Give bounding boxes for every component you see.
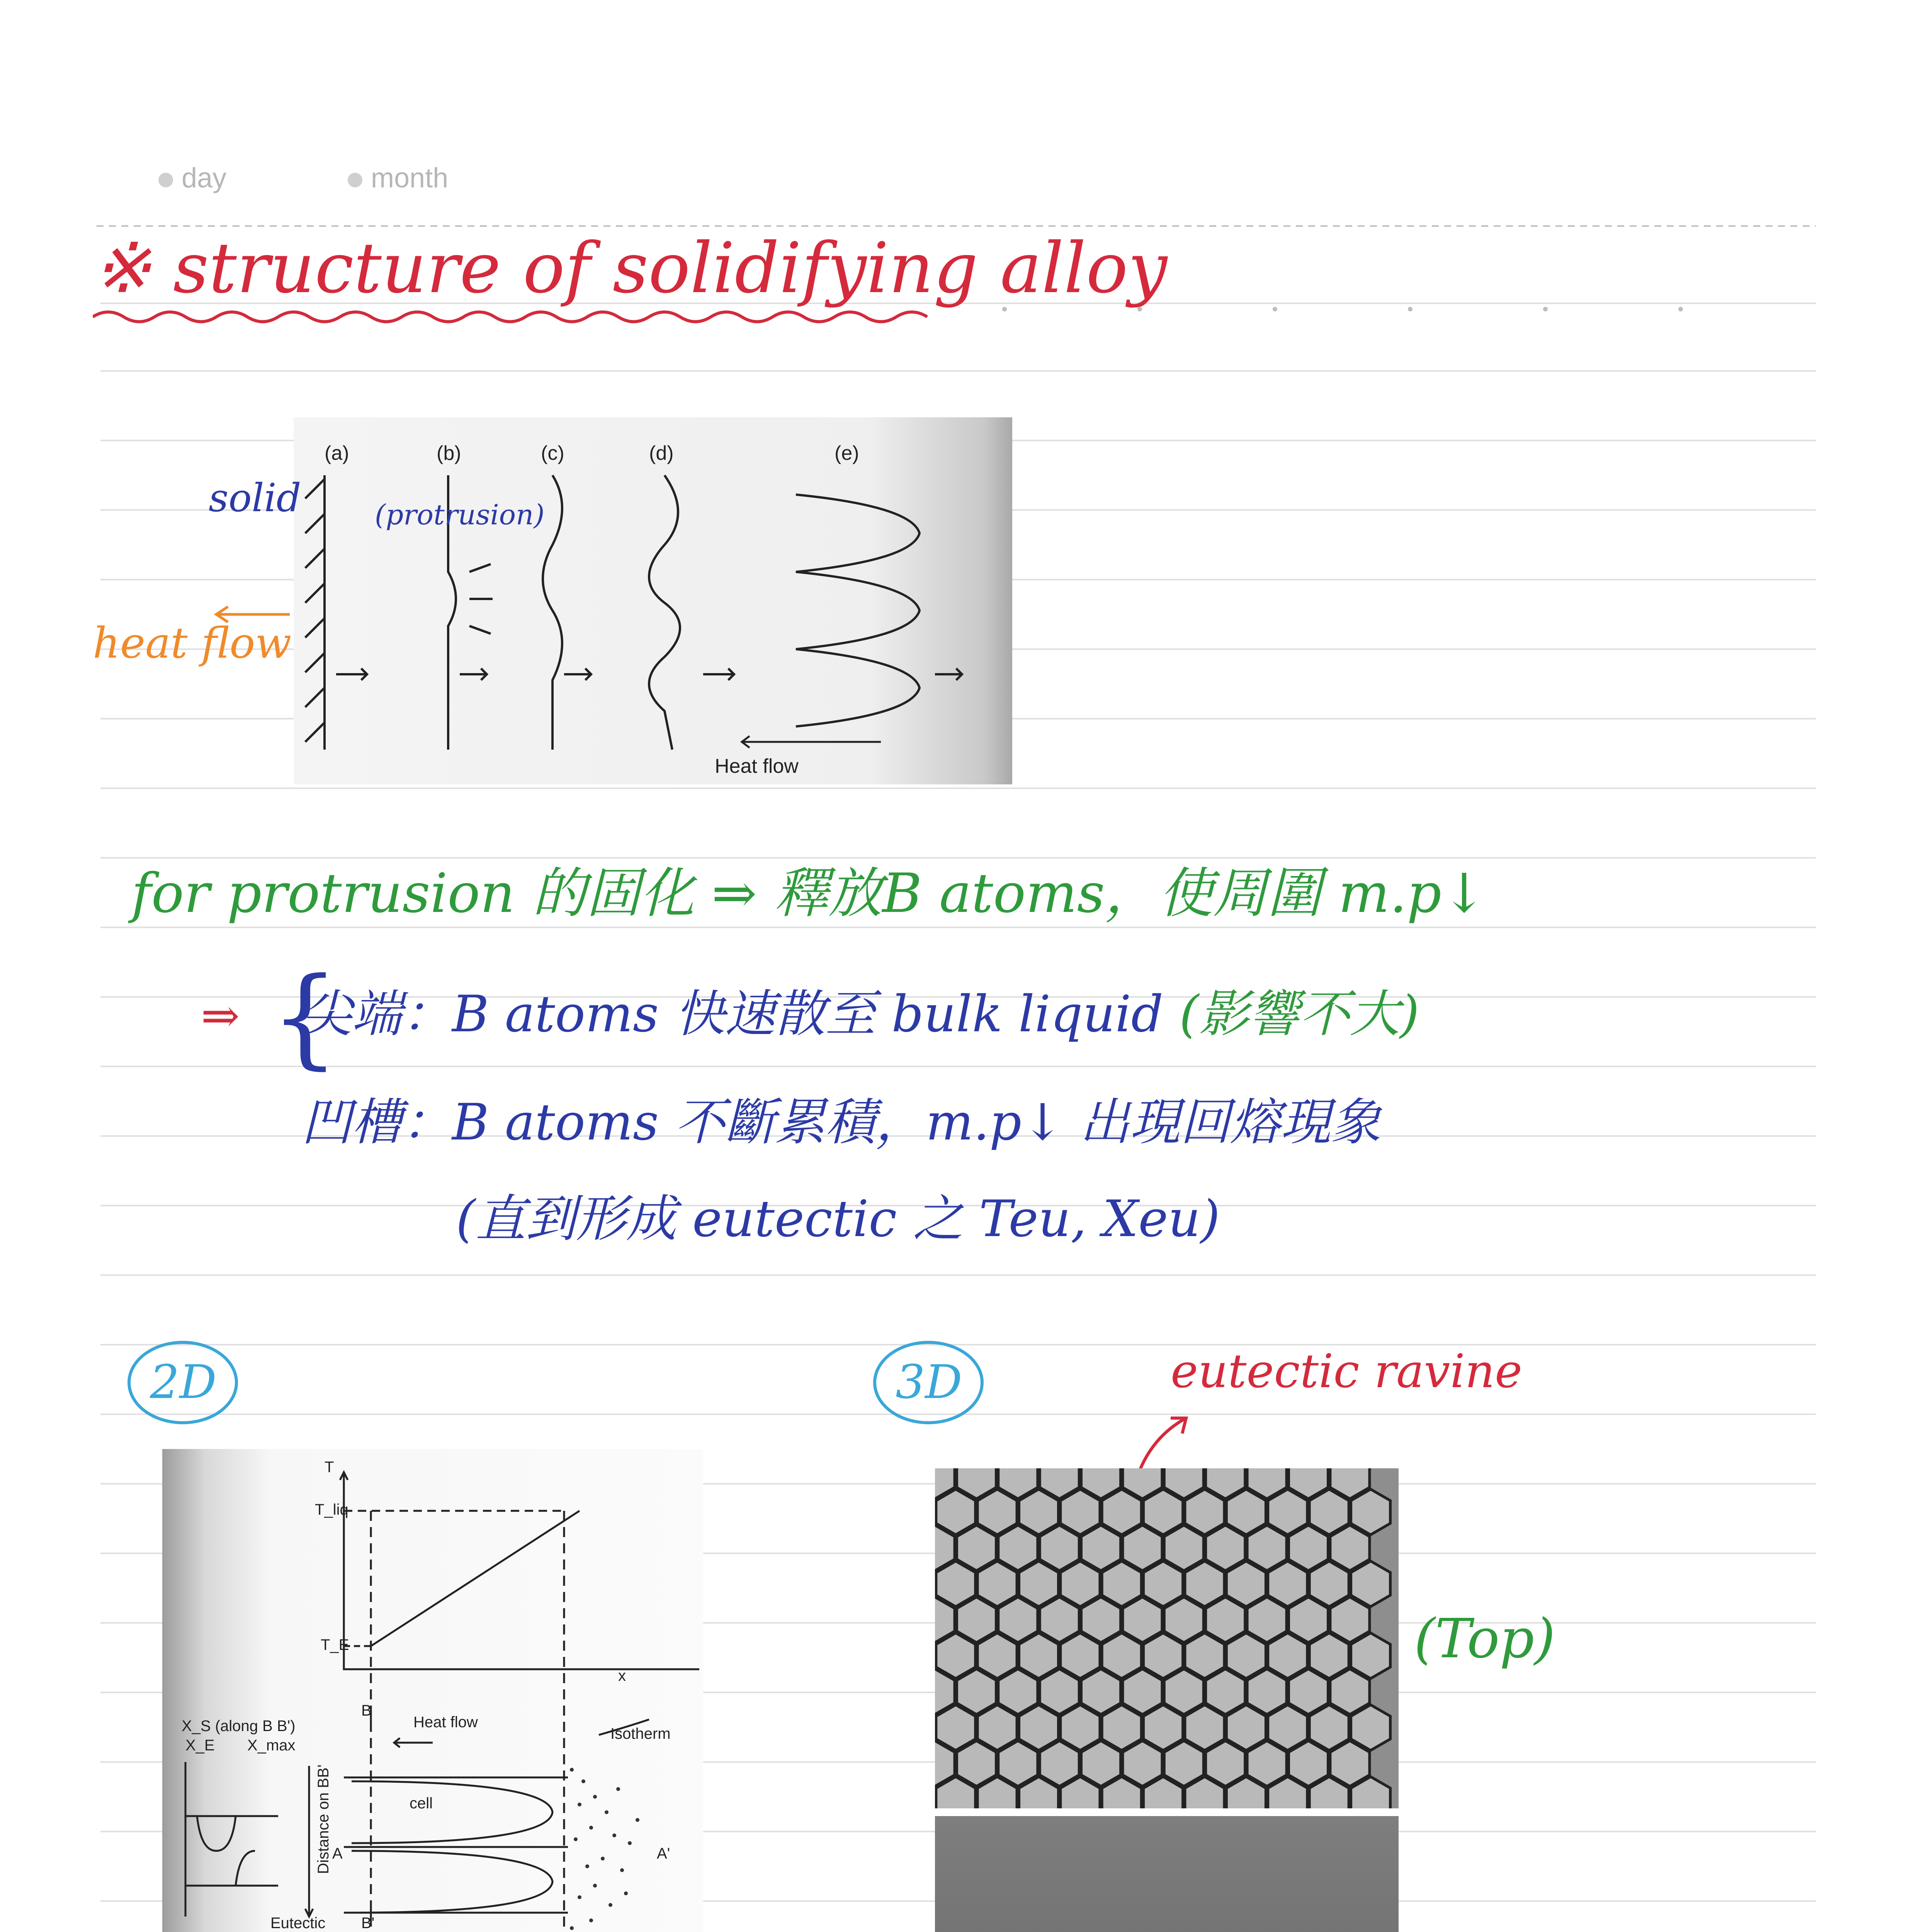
month-label: month — [348, 162, 448, 194]
hexagonal-cells — [935, 1468, 1399, 1808]
note-line-2-head: 尖端： — [301, 985, 452, 1043]
day-dot-icon — [158, 173, 173, 187]
cell-label: cell — [410, 1795, 433, 1812]
heat-flow-hand-arrow — [209, 603, 294, 626]
month-dot-icon — [348, 173, 362, 187]
note-arrow: ⇒ — [201, 989, 240, 1043]
label-3d: 3D — [896, 1355, 962, 1409]
temperature-line — [371, 1511, 580, 1646]
top-plot-axes — [344, 1472, 699, 1669]
note-line-2-green: (影響不大) — [1179, 985, 1419, 1043]
figure-interface-instability — [294, 417, 1012, 784]
axis-t-label: T — [325, 1459, 334, 1476]
cell-tip-upper — [352, 1781, 552, 1843]
note-line-3-body: B atoms 不斷累積，m.p↓ 出現回熔現象 — [452, 1093, 1381, 1151]
panel-label-a: (a) — [325, 442, 349, 464]
panel-label-b: (b) — [437, 442, 461, 464]
label-3d-circle — [873, 1341, 984, 1424]
axis-x-label: x — [618, 1667, 626, 1684]
day-label: day — [158, 162, 226, 194]
isotherm-dots — [570, 1768, 639, 1932]
label-eutectic-ravine: eutectic ravine — [1171, 1345, 1523, 1398]
a-right-label: A' — [657, 1845, 670, 1862]
panel-label-e: (e) — [835, 442, 859, 464]
note-line-2-body: B atoms 快速散至 bulk liquid — [452, 985, 1164, 1043]
micrograph-top — [935, 1468, 1399, 1808]
eutectic-label: Eutectic — [270, 1915, 326, 1932]
isotherm-label: Isotherm — [610, 1725, 671, 1742]
annotation-solid: solid — [209, 475, 301, 520]
note-line-3 — [301, 1082, 1381, 1154]
side-cell-tips — [935, 1816, 1399, 1932]
cell-walls — [344, 1777, 568, 1847]
xmax-label: X_max — [247, 1737, 296, 1754]
label-2d-circle — [127, 1341, 238, 1424]
figure-2d-cells — [162, 1449, 703, 1932]
interface-d — [649, 475, 734, 750]
interface-c — [543, 475, 591, 750]
note-line-2 — [301, 974, 1419, 1046]
interface-a — [305, 475, 367, 750]
t-e-label: T_E — [321, 1636, 349, 1653]
xs-label: X_S (along B B') — [182, 1718, 296, 1735]
note-line-4: (直到形成 eutectic 之 Teu, Xeu) — [456, 1189, 1220, 1248]
heat-flow-arrow — [742, 736, 881, 748]
distance-bb-label: Distance on BB' — [315, 1764, 332, 1874]
left-mini-plot — [185, 1762, 278, 1917]
heat-flow-label: Heat flow — [715, 755, 799, 777]
note-line-1 — [131, 850, 1487, 928]
heat-flow-2d-label: Heat flow — [413, 1714, 478, 1731]
a-left-label: A — [332, 1845, 343, 1862]
note-line-3-head: 凹槽： — [301, 1093, 452, 1151]
micrograph-side — [935, 1816, 1399, 1932]
page-title: ※ structure of solidifying alloy — [93, 228, 1168, 309]
annotation-heat-flow: heat flow — [93, 618, 292, 668]
interface-e — [796, 495, 962, 726]
note-line-1-text: for protrusion 的固化 ⇒ 釋放B atoms，使周圍 m.p↓ — [131, 862, 1487, 925]
annotation-protrusion: (protrusion) — [375, 498, 545, 531]
cell-tip-lower — [352, 1851, 552, 1913]
label-2d: 2D — [150, 1355, 217, 1409]
title-underline — [93, 305, 943, 328]
note-brace-icon: { — [270, 954, 340, 1080]
b-bottom-label: B' — [361, 1915, 375, 1932]
heat-flow-arrow-2d — [394, 1738, 433, 1747]
b-top-label: B — [361, 1702, 372, 1719]
t-liq-label: T_liq — [315, 1501, 348, 1518]
label-top: (Top) — [1414, 1607, 1555, 1670]
panel-label-c: (c) — [541, 442, 564, 464]
panel-label-d: (d) — [649, 442, 674, 464]
xe-left-label: X_E — [185, 1737, 215, 1754]
